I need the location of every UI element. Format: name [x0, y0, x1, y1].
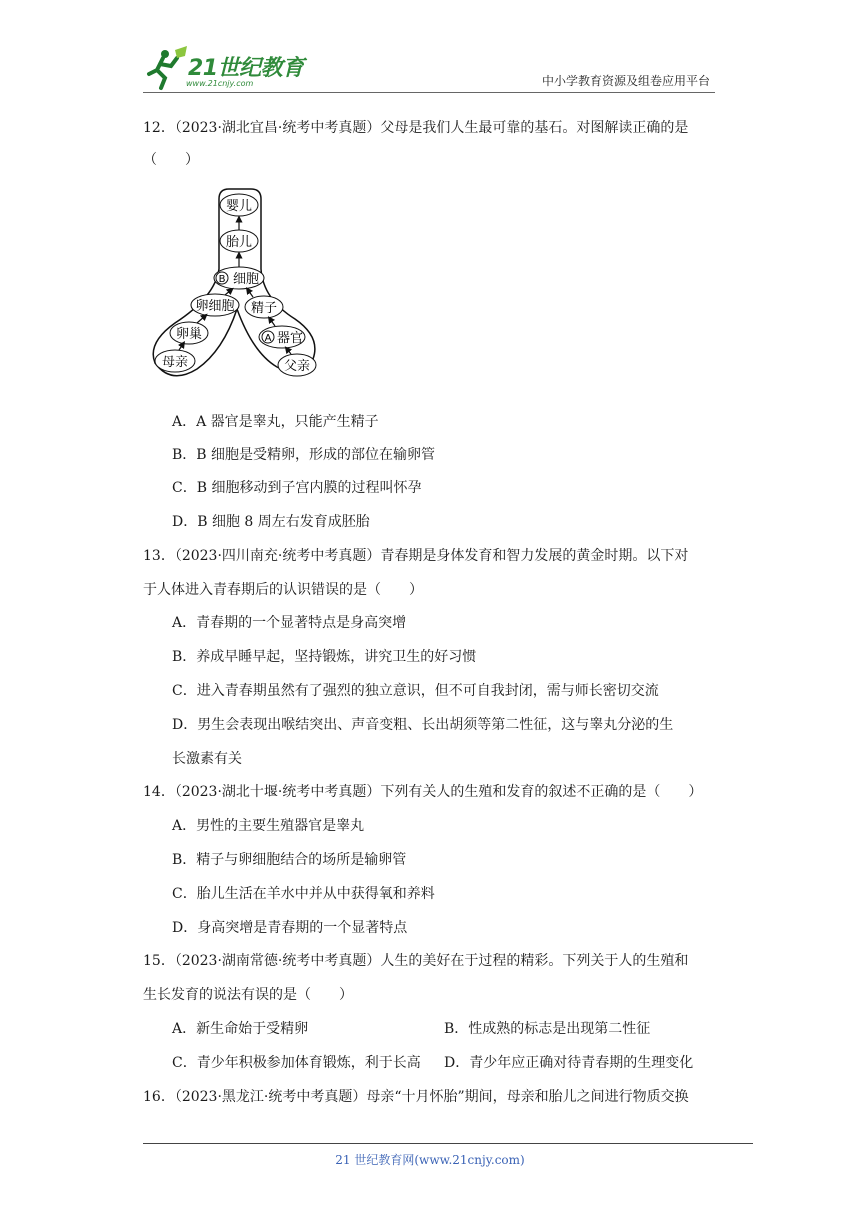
- question-15-option-d: D．青少年应正确对待青春期的生理变化: [444, 1055, 694, 1071]
- question-15-stem: 15．（2023·湖南常德·统考中考真题）人生的美好在于过程的精彩。下列关于人的生殖和: [143, 953, 689, 969]
- node-fetus-label: 胎儿: [225, 235, 253, 250]
- node-mother-label: 母亲: [161, 355, 189, 370]
- question-15-stem-cont: 生长发育的说法有误的是（ ）: [143, 987, 353, 1003]
- question-14-option-a: A．男性的主要生殖器官是睾丸: [172, 818, 365, 834]
- question-12-bracket: （ ）: [143, 152, 199, 168]
- node-father-label: 父亲: [283, 359, 311, 374]
- question-14-option-c: C．胎儿生活在羊水中并从中获得氧和养料: [172, 886, 435, 902]
- question-14-option-b: B．精子与卵细胞结合的场所是输卵管: [172, 852, 407, 868]
- question-13-option-c: C．进入青春期虽然有了强烈的独立意识，但不可自我封闭，需与师长密切交流: [172, 683, 659, 699]
- question-12-option-a: A．A 器官是睾丸，只能产生精子: [172, 414, 379, 430]
- logo-text: 21世纪教育: [188, 56, 304, 81]
- node-ovary-label: 卵巢: [175, 327, 203, 342]
- question-15-option-c: C．青少年积极参加体育锻炼，利于长高: [172, 1055, 421, 1071]
- question-13-stem-cont: 于人体进入青春期后的认识错误的是（ ）: [143, 582, 423, 598]
- node-egg-label: 卵细胞: [195, 299, 235, 314]
- question-14-option-d: D．身高突增是青春期的一个显著特点: [172, 920, 408, 936]
- question-12-option-c: C．B 细胞移动到子宫内膜的过程叫怀孕: [172, 480, 422, 496]
- question-12-option-b: B．B 细胞是受精卵，形成的部位在输卵管: [172, 447, 436, 463]
- question-16-stem: 16．（2023·黑龙江·统考中考真题）母亲“十月怀胎”期间，母亲和胎儿之间进行物质交换: [143, 1089, 689, 1105]
- node-baby-label: 婴儿: [225, 199, 253, 214]
- node-sperm-label: 精子: [250, 301, 278, 316]
- question-13-option-b: B．养成早睡早起，坚持锻炼，讲究卫生的好习惯: [172, 649, 477, 665]
- platform-name: 中小学教育资源及组卷应用平台: [541, 74, 710, 88]
- question-13-option-d-cont: 长激素有关: [172, 751, 242, 767]
- node-cell-b-label: 细胞: [232, 272, 260, 287]
- reproduction-diagram: [145, 183, 325, 385]
- footer-divider: [143, 1143, 753, 1144]
- question-15-option-b: B．性成熟的标志是出现第二性征: [444, 1021, 651, 1037]
- cell-b-letter: B: [218, 274, 226, 285]
- question-14-stem: 14．（2023·湖北十堰·统考中考真题）下列有关人的生殖和发育的叙述不正确的是（ ）: [143, 784, 703, 800]
- question-13-stem: 13．（2023·四川南充·统考中考真题）青春期是身体发育和智力发展的黄金时期。以下对: [143, 548, 689, 564]
- node-organ-a-label: 器官: [276, 331, 304, 346]
- question-12-option-d: D．B 细胞 8 周左右发育成胚胎: [172, 514, 370, 530]
- question-13-option-d: D．男生会表现出喉结突出、声音变粗、长出胡须等第二性征，这与睾丸分泌的生: [172, 717, 674, 733]
- header-divider: [143, 92, 715, 93]
- organ-a-letter: A: [264, 333, 272, 344]
- question-15-option-a: A．新生命始于受精卵: [172, 1021, 309, 1037]
- footer-link[interactable]: 21 世纪教育网(www.21cnjy.com): [335, 1153, 525, 1167]
- question-13-option-a: A．青春期的一个显著特点是身高突增: [172, 615, 407, 631]
- logo-url: www.21cnjy.com: [186, 79, 254, 88]
- runner-icon: [149, 46, 187, 88]
- question-12-stem: 12．（2023·湖北宜昌·统考中考真题）父母是我们人生最可靠的基石。对图解读正确的是: [143, 120, 689, 136]
